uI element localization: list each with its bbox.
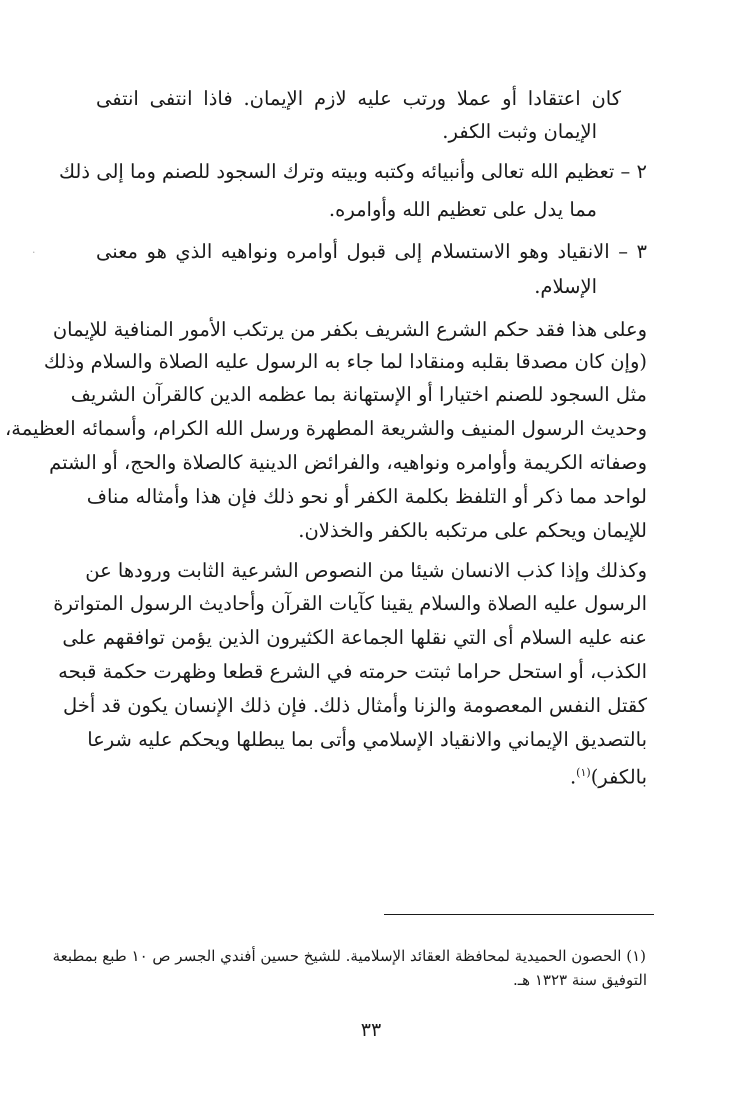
text-line: بالتصديق الإيماني والانقياد الإسلامي وأتى بما يبطلها ويحكم عليه شرعا — [87, 728, 647, 751]
footnote-reference: (١) — [576, 766, 591, 779]
footnote-line: التوفيق سنة ١٣٢٣ هـ. — [513, 971, 647, 989]
text-line: مثل السجود للصنم اختيارا أو الإستهانة بما عظمه الدين كالقرآن الشريف — [70, 383, 647, 406]
text-line: الرسول عليه الصلاة والسلام يقينا كآيات القرآن وأحاديث الرسول المتواترة — [53, 592, 647, 615]
text-line-last — [570, 756, 647, 795]
text-line: عنه عليه السلام أى التي نقلها الجماعة الكثيرون الذين يؤمن توافقهم على — [62, 626, 647, 649]
margin-mark: · — [32, 246, 36, 259]
text-line: الإيمان وثبت الكفر. — [442, 120, 597, 143]
text-line: كقتل النفس المعصومة والزنا وأمثال ذلك. فإن ذلك الإنسان يكون قد أخل — [63, 694, 647, 717]
list-item-3: ٣ – الانقياد وهو الاستسلام إلى قبول أوامره ونواهيه الذي هو معنى — [96, 240, 647, 263]
text-line: وصفاته الكريمة وأوامره ونواهيه، والفرائض الدينية كالصلاة والحج، أو الشتم — [49, 451, 647, 474]
text-line: وكذلك وإذا كذب الانسان شيئا من النصوص الشرعية الثابت ورودها عن — [85, 559, 647, 582]
list-item-2: ٢ – تعظيم الله تعالى وأنبيائه وكتبه وبيته وترك السجود للصنم وما إلى ذلك — [58, 160, 647, 183]
footnote-line: (١) الحصون الحميدية لمحافظة العقائد الإسلامية. للشيخ حسين أفندي الجسر ص ١٠ طبع بمطبعة — [52, 947, 646, 965]
text-line: مما يدل على تعظيم الله وأوامره. — [328, 198, 597, 221]
text-fragment: بالكفر) — [590, 765, 647, 789]
text-line: (وإن كان مصدقا بقلبه ومنقادا لما جاء به الرسول عليه الصلاة والسلام وذلك — [43, 350, 647, 373]
text-line: كان اعتقادا أو عملا ورتب عليه لازم الإيمان. فاذا انتفى انتفى — [96, 87, 621, 110]
text-line: للإيمان ويحكم على مرتكبه بالكفر والخذلان. — [298, 519, 647, 542]
footnote-separator — [384, 914, 654, 915]
text-line: وحديث الرسول المنيف والشريعة المطهرة ورسل الله الكرام، وأسمائه العظيمة، — [5, 417, 647, 440]
closing-period: . — [569, 765, 577, 789]
text-line: لواحد مما ذكر أو التلفظ بكلمة الكفر أو نحو ذلك فإن هذا وأمثاله مناف — [86, 485, 647, 508]
text-line: الكذب، أو استحل حراما ثبتت حرمته في الشرع قطعا وظهرت حكمة قبحه — [58, 660, 647, 683]
text-line: وعلى هذا فقد حكم الشرع الشريف بكفر من يرتكب الأمور المنافية للإيمان — [52, 318, 647, 341]
page-number: ٣٣ — [360, 1019, 382, 1041]
text-line: الإسلام. — [534, 275, 597, 298]
